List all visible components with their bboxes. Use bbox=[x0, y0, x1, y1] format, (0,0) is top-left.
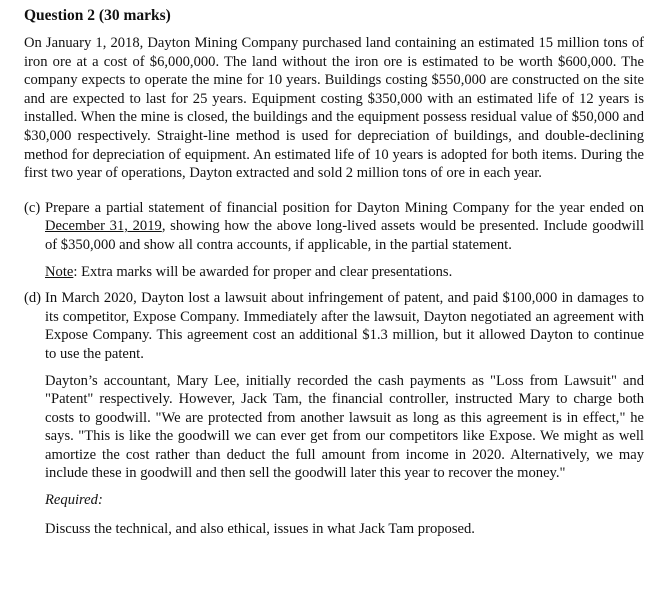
part-d-paragraph-2: Dayton’s accountant, Mary Lee, initially recorded the cash payments as "Loss from Lawsuit" and "Patent" respectively. However, Jack Tam, the financial controller, instructed Mary to charge both costs to goodwill. "We are protected from another lawsuit as long as this agreement is in effect," he says. "This is like the goodwill we can ever get from our competitors like Expose. We might as well amortize the cost rather than deduct the full amount from income in 2020. Alternatively, we may include these in goodwill and then sell the goodwill later this year to recover the money." bbox=[45, 372, 644, 482]
note-text: : Extra marks will be awarded for proper and clear presentations. bbox=[73, 263, 453, 280]
required-label: Required: bbox=[45, 492, 103, 509]
part-c-date: December 31, 2019 bbox=[45, 218, 162, 235]
part-d-paragraph-1: In March 2020, Dayton lost a lawsuit about infringement of patent, and paid $100,000 in damages to its competitor, Expose Company. Immediately after the lawsuit, Dayton negotiated an agreement with Expose Company. This agreement cost an additional $1.3 million, but it allowed Dayton to continue to use the patent. bbox=[45, 290, 644, 362]
part-c bbox=[24, 199, 644, 281]
question-document bbox=[24, 6, 644, 538]
part-d-label: (d) bbox=[24, 290, 42, 307]
question-title: Question 2 (30 marks) bbox=[24, 7, 171, 24]
part-c-text-after: , showing how the above long-lived assets would be presented. Include goodwill of $350,000 and show all contra accounts, if applicable, in the partial statement. bbox=[45, 218, 645, 253]
part-c-text bbox=[45, 199, 644, 255]
part-c-note bbox=[45, 263, 644, 282]
note-label: Note bbox=[45, 263, 74, 280]
question-intro: On January 1, 2018, Dayton Mining Company purchased land containing an estimated 15 million tons of iron ore at a cost of $6,000,000. The land without the iron ore is estimated to be worth $600,000. The company expects to operate the mine for 10 years. Buildings costing $550,000 are constructed on the site and are expected to last for 25 years. Equipment costing $350,000 with an estimated life of 12 years is installed. When the mine is closed, the buildings and the equipment possess residual value of $50,000 and $30,000 respectively. Straight-line method is used for depreciation of buildings, and double-declining method for depreciation of equipment. An estimated life of 10 years is adopted for both items. During the first two year of operations, Dayton extracted and sold 2 million tons of ore in each year. bbox=[24, 35, 644, 182]
part-c-text-before: Prepare a partial statement of financial position for Dayton Mining Company for the year ended on bbox=[45, 199, 644, 216]
part-d bbox=[24, 289, 644, 538]
required-text: Discuss the technical, and also ethical, issues in what Jack Tam proposed. bbox=[45, 520, 475, 537]
part-c-label: (c) bbox=[24, 199, 41, 216]
